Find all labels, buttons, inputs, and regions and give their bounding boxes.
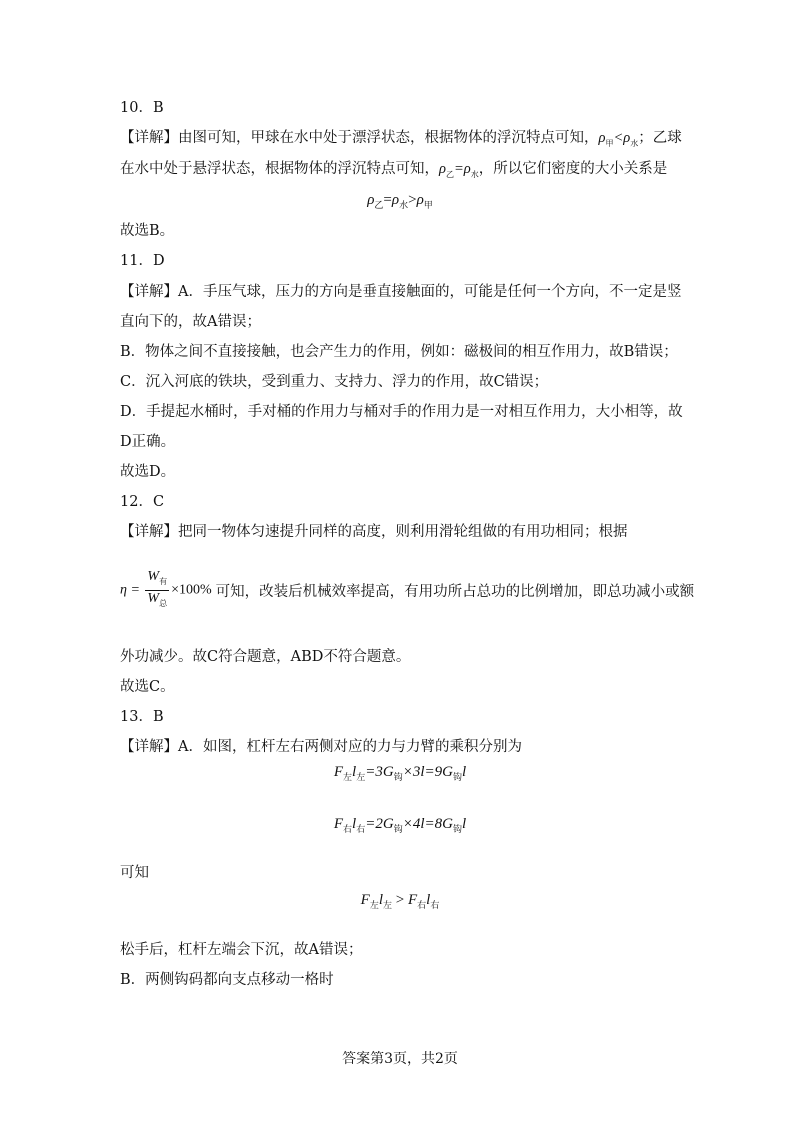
rho-yi-eq-rho-shui: $\rho_乙=\rho_水$ xyxy=(439,161,479,179)
q13-line2: 松手后，杠杆左端会下沉，故A错误； xyxy=(120,942,363,958)
q13-moment-comparison: $F_左l_左 > F_右l_右$ xyxy=(360,892,440,910)
efficiency-formula: η = $\frac{W_有}{W_总}$ ×100% xyxy=(120,568,212,608)
q12-line3: 外功减少。故C符合题意，ABD不符合题意。 xyxy=(120,649,411,665)
q11-choice: 故选D。 xyxy=(120,464,176,480)
q12-line2: 可知，改装后机械效率提高，有用功所占总功的比例增加，即总功减小或额 xyxy=(215,583,695,600)
q12-answer: 12．C xyxy=(120,494,165,510)
q10-density-relation: $\rho_乙=\rho_水>\rho_甲$ xyxy=(367,192,433,210)
rho-jia-lt-rho-shui: $\rho_甲<\rho_水$ xyxy=(598,130,639,148)
q12-line1: 【详解】把同一物体匀速提升同样的高度，则利用滑轮组做的有用功相同；根据 xyxy=(120,524,628,540)
q13-line1: 【详解】A．如图，杠杆左右两侧对应的力与力臂的乘积分别为 xyxy=(120,739,522,755)
q11-line6: D正确。 xyxy=(120,434,176,450)
q12-efficiency-formula-line xyxy=(120,568,694,612)
q10-explanation-line1: 【详解】由图可知，甲球在水中处于漂浮状态，根据物体的浮沉特点可知，$\rho_甲<\rho_水$；乙球 xyxy=(120,130,682,148)
q11-line5: D．手提起水桶时，手对桶的作用力与桶对手的作用力是一对相互作用力，大小相等，故 xyxy=(120,404,683,420)
q11-line3: B．物体之间不直接接触，也会产生力的作用，例如：磁极间的相互作用力，故B错误； xyxy=(120,344,678,360)
q11-line4: C．沉入河底的铁块，受到重力、支持力、浮力的作用，故C错误； xyxy=(120,374,549,390)
q10-answer: 10．B xyxy=(120,100,164,116)
q13-moment-right: $F_右l_右=2G_钩\times 4l=8G_钩l$ xyxy=(333,816,467,834)
q13-moment-left: $F_左l_左=3G_钩\times 3l=9G_钩l$ xyxy=(333,764,467,782)
q10-explanation-line2: 在水中处于悬浮状态，根据物体的浮沉特点可知，$\rho_乙=\rho_水$，所以它们密度的大小关系是 xyxy=(120,161,668,179)
q13-answer: 13．B xyxy=(120,709,164,725)
q12-choice: 故选C。 xyxy=(120,679,175,695)
q13-kezhi: 可知 xyxy=(120,865,149,881)
q10-choice: 故选B。 xyxy=(120,223,175,239)
page-footer: 答案第3页，共2页 xyxy=(342,1051,458,1067)
q11-line2: 直向下的，故A错误； xyxy=(120,314,261,330)
q13-line3: B．两侧钩码都向支点移动一格时 xyxy=(120,972,334,988)
q11-answer: 11．D xyxy=(120,253,165,269)
q11-line1: 【详解】A．手压气球，压力的方向是垂直接触面的，可能是任何一个方向，不一定是竖 xyxy=(120,284,682,300)
